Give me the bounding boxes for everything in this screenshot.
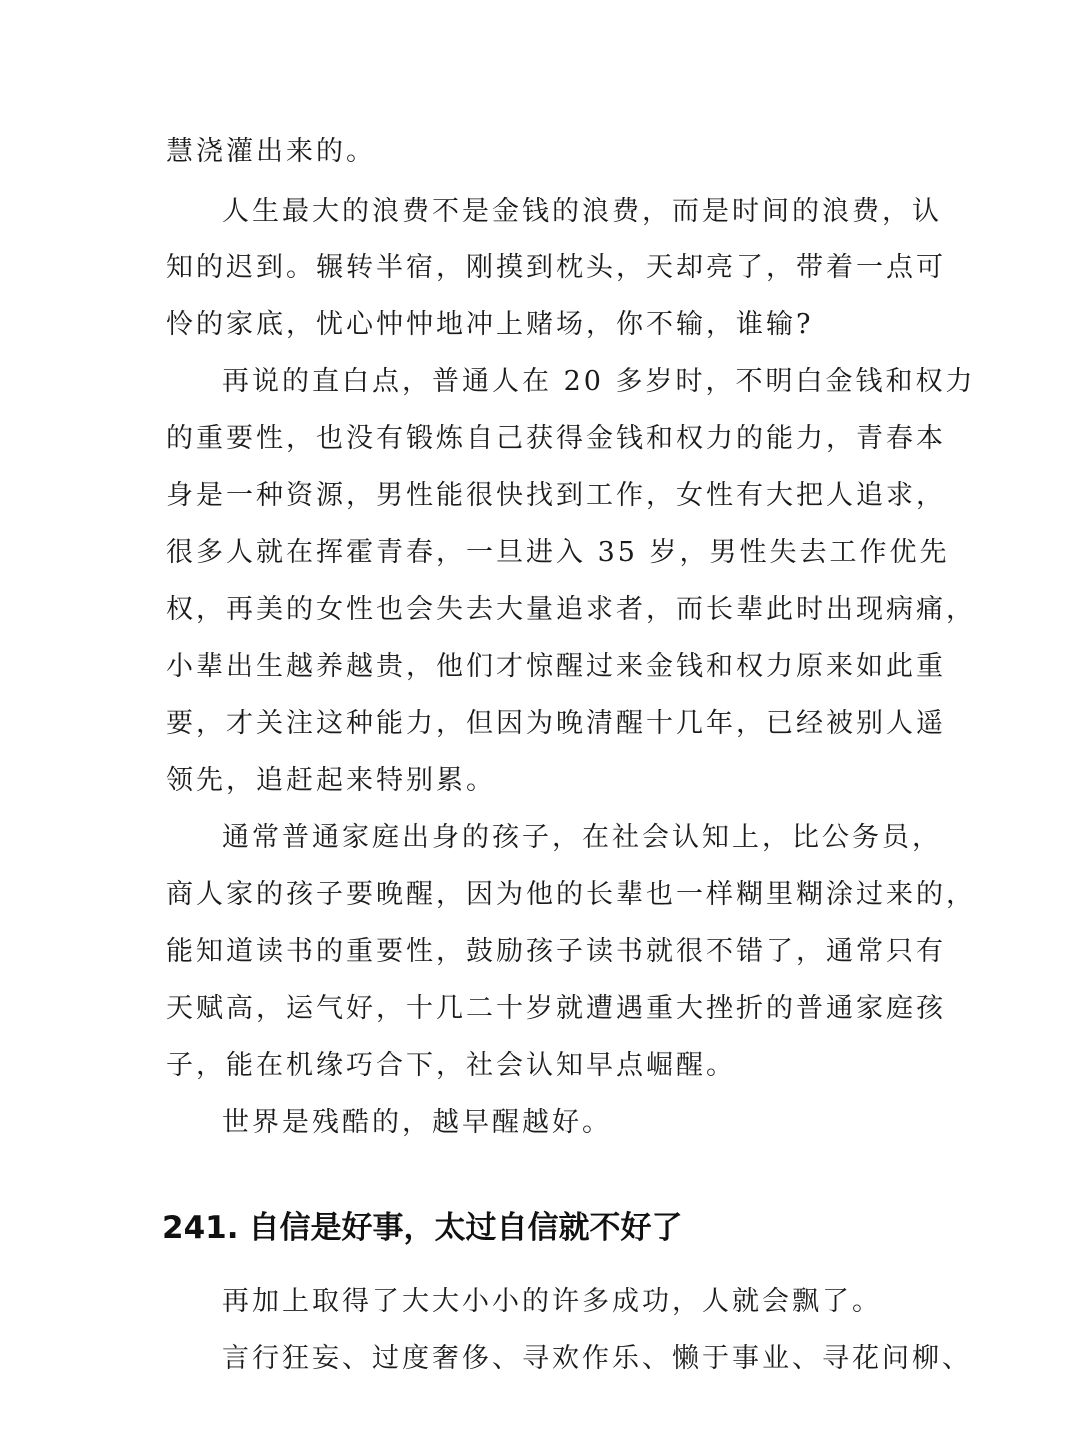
section-number: 241. bbox=[162, 1210, 239, 1246]
section-title: 自信是好事，太过自信就不好了 bbox=[248, 1210, 683, 1246]
section-heading bbox=[162, 1206, 683, 1250]
text-line: 权，再美的女性也会失去大量追求者，而长辈此时出现病痛， bbox=[166, 594, 976, 625]
text-line: 再说的直白点，普通人在 20 多岁时，不明白金钱和权力 bbox=[222, 366, 976, 397]
text-line: 再加上取得了大大小小的许多成功，人就会飘了。 bbox=[222, 1286, 882, 1317]
text-line: 要，才关注这种能力，但因为晚清醒十几年，已经被别人遥 bbox=[166, 708, 946, 739]
text-line: 言行狂妄、过度奢侈、寻欢作乐、懒于事业、寻花问柳、 bbox=[222, 1343, 972, 1374]
text-line: 商人家的孩子要晚醒，因为他的长辈也一样糊里糊涂过来的， bbox=[166, 879, 976, 910]
text-line: 领先，追赶起来特别累。 bbox=[166, 765, 496, 796]
text-line: 能知道读书的重要性，鼓励孩子读书就很不错了，通常只有 bbox=[166, 936, 946, 967]
text-line: 世界是残酷的，越早醒越好。 bbox=[222, 1107, 612, 1138]
text-line: 慧浇灌出来的。 bbox=[166, 136, 376, 167]
text-line: 身是一种资源，男性能很快找到工作，女性有大把人追求， bbox=[166, 480, 946, 511]
text-line: 通常普通家庭出身的孩子，在社会认知上，比公务员， bbox=[222, 822, 942, 853]
text-line: 小辈出生越养越贵，他们才惊醒过来金钱和权力原来如此重 bbox=[166, 651, 946, 682]
text-line: 人生最大的浪费不是金钱的浪费，而是时间的浪费，认 bbox=[222, 196, 942, 227]
text-line: 天赋高，运气好，十几二十岁就遭遇重大挫折的普通家庭孩 bbox=[166, 993, 946, 1024]
text-line: 知的迟到。辗转半宿，刚摸到枕头，天却亮了，带着一点可 bbox=[166, 252, 946, 283]
text-line: 子，能在机缘巧合下，社会认知早点崛醒。 bbox=[166, 1050, 736, 1081]
text-line: 很多人就在挥霍青春，一旦进入 35 岁，男性失去工作优先 bbox=[166, 537, 950, 568]
text-line: 怜的家底，忧心忡忡地冲上赌场，你不输，谁输? bbox=[166, 309, 814, 340]
text-line: 的重要性，也没有锻炼自己获得金钱和权力的能力，青春本 bbox=[166, 423, 946, 454]
